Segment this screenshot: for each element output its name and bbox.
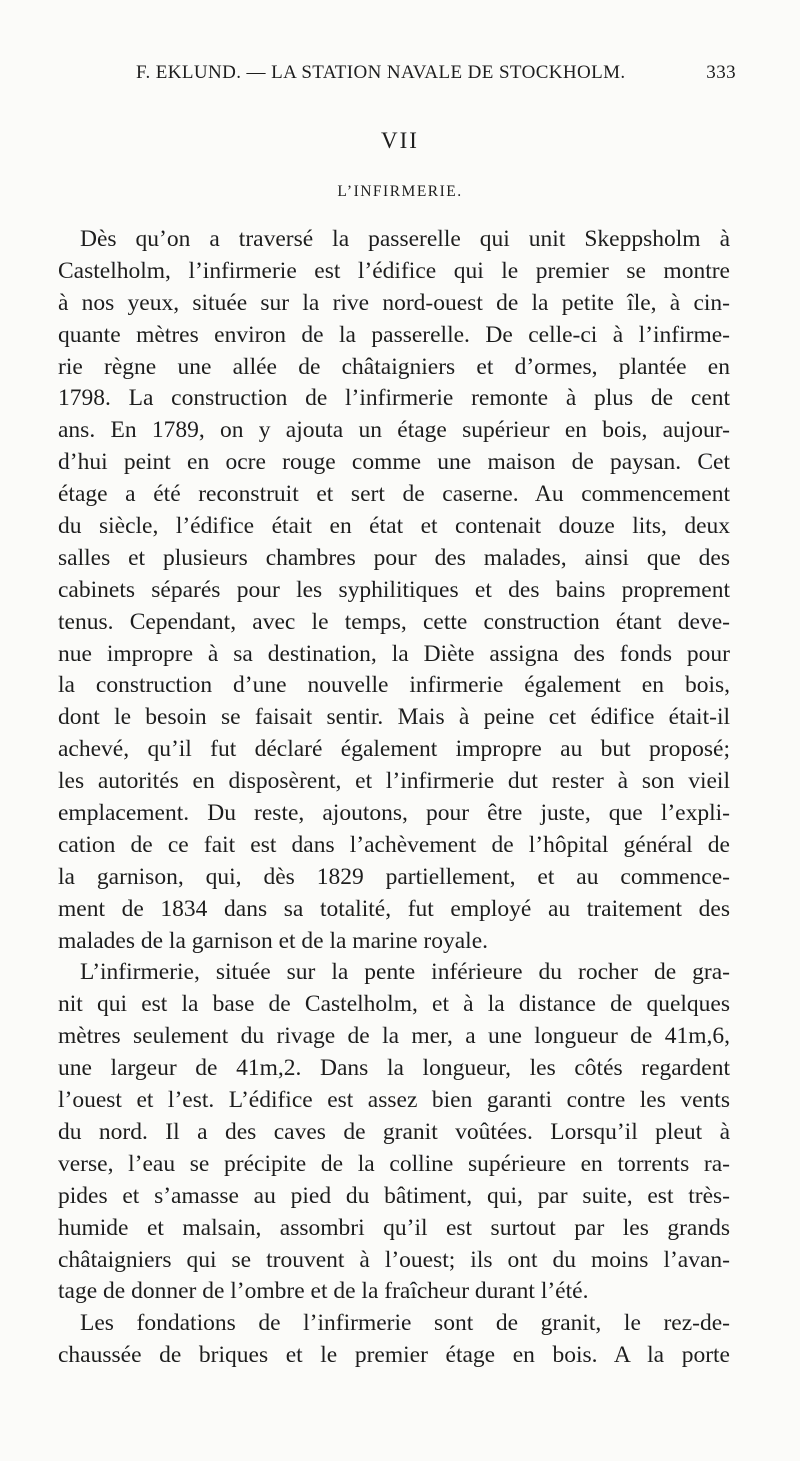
text-line: du siècle, l’édifice était en état et contenait douze lits, deux: [58, 513, 730, 540]
text-line: Les fondations de l’infirmerie sont de granit, le rez-de-: [80, 1310, 730, 1337]
text-line: nit qui est la base de Castelholm, et à la distance de quelques: [58, 991, 730, 1018]
text-line: quante mètres environ de la passerelle. De celle-ci à l’infirme-: [58, 321, 730, 348]
text-line: ment de 1834 dans sa totalité, fut employé au traitement des: [58, 895, 730, 922]
text-line: étage a été reconstruit et sert de caserne. Au commencement: [58, 481, 730, 508]
text-line: verse, l’eau se précipite de la colline supérieure en torrents ra-: [58, 1150, 730, 1177]
text-line: 1798. La construction de l’infirmerie remonte à plus de cent: [58, 385, 730, 412]
text-line: L’infirmerie, située sur la pente inférieure du rocher de gra-: [80, 959, 730, 986]
text-line: ans. En 1789, on y ajouta un étage supérieur en bois, aujour-: [58, 417, 730, 444]
text-line: une largeur de 41m,2. Dans la longueur, les côtés regardent: [58, 1055, 730, 1082]
text-line: cabinets séparés pour les syphilitiques et des bains proprement: [58, 576, 730, 603]
body-text: [58, 224, 730, 1372]
text-line: Dès qu’on a traversé la passerelle qui unit Skeppsholm à: [80, 226, 730, 252]
text-line: la construction d’une nouvelle infirmerie également en bois,: [58, 672, 730, 699]
text-line: rie règne une allée de châtaigniers et d’ormes, plantée en: [58, 353, 730, 380]
text-line: les autorités en disposèrent, et l’infirmerie dut rester à son vieil: [58, 768, 730, 795]
text-line: chaussée de briques et le premier étage en bois. A la porte: [58, 1342, 730, 1369]
text-line: Castelholm, l’infirmerie est l’édifice qui le premier se montre: [58, 257, 730, 284]
text-line: du nord. Il a des caves de granit voûtées. Lorsqu’il pleut à: [58, 1118, 730, 1145]
text-line: tage de donner de l’ombre et de la fraîcheur durant l’été.: [58, 1278, 589, 1305]
text-line: pides et s’amasse au pied du bâtiment, qui, par suite, est très-: [58, 1182, 730, 1209]
text-line: dont le besoin se faisait sentir. Mais à peine cet édifice était-il: [58, 704, 730, 731]
page-number: 333: [706, 62, 736, 83]
text-line: mètres seulement du rivage de la mer, a une longueur de 41m,6,: [58, 1023, 730, 1050]
text-line: nue impropre à sa destination, la Diète assigna des fonds pour: [58, 640, 730, 667]
running-title: F. EKLUND. — LA STATION NAVALE DE STOCKHOLM.: [136, 62, 626, 83]
text-line: achevé, qu’il fut déclaré également impropre au but proposé;: [58, 736, 730, 763]
text-line: à nos yeux, située sur la rive nord-ouest de la petite île, à cin-: [58, 289, 730, 316]
text-line: d’hui peint en ocre rouge comme une maison de paysan. Cet: [58, 449, 730, 476]
text-line: humide et malsain, assombri qu’il est surtout par les grands: [58, 1214, 730, 1241]
section-title: L’INFIRMERIE.: [337, 183, 463, 200]
text-line: salles et plusieurs chambres pour des malades, ainsi que des: [58, 544, 730, 571]
text-line: la garnison, qui, dès 1829 partiellement, et au commence-: [58, 863, 730, 890]
chapter-number: VII: [381, 128, 419, 153]
text-line: l’ouest et l’est. L’édifice est assez bien garanti contre les vents: [58, 1087, 730, 1114]
text-line: tenus. Cependant, avec le temps, cette construction étant deve-: [58, 608, 730, 635]
text-line: malades de la garnison et de la marine royale.: [58, 927, 488, 954]
text-line: châtaigniers qui se trouvent à l’ouest; ils ont du moins l’avan-: [58, 1246, 730, 1273]
text-line: cation de ce fait est dans l’achèvement de l’hôpital général de: [58, 831, 730, 858]
text-line: emplacement. Du reste, ajoutons, pour être juste, que l’expli-: [58, 800, 730, 827]
running-head: [136, 62, 736, 90]
